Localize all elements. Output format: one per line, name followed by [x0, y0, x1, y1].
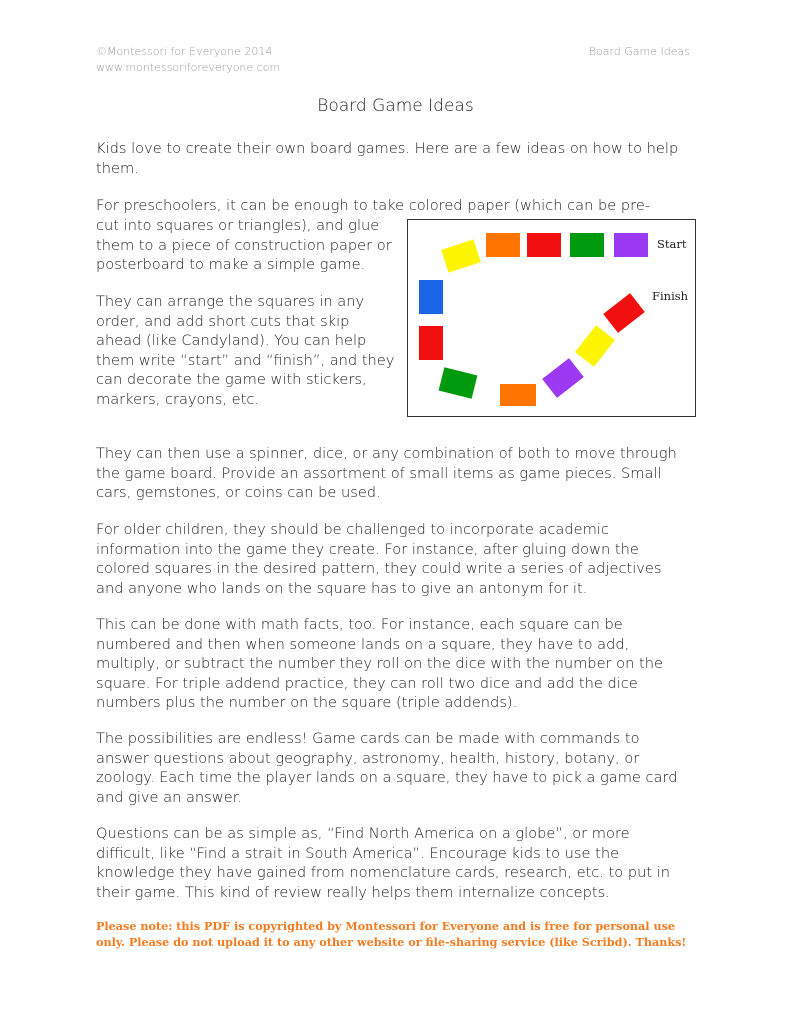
orange-square-bottom [500, 384, 536, 406]
yellow-square [441, 239, 481, 272]
finish-label: Finish [652, 289, 689, 303]
paragraph-possibilities: The possibilities are endless! Game cards can be made with commands to answer questions about geography, astronomy, health, history, botany, or zoology. Each time the player lands on a square, they have to pick a game card and give an answer. [96, 730, 678, 806]
yellow-square-right [575, 325, 615, 367]
header-left [96, 44, 280, 76]
green-square [570, 233, 604, 257]
orange-square [486, 233, 520, 257]
red-square [527, 233, 561, 257]
paragraph-spinner: They can then use a spinner, dice, or any combination of both to move through the game board. Provide an assortment of small items as game pieces. Small cars, gemstones, or coins can be used. [96, 445, 677, 502]
header-right [589, 44, 690, 60]
paragraph-math-facts: This can be done with math facts, too. For instance, each square can be numbered and then when someone lands on a square, they have to add, multiply, or subtract the number they roll on the dice with the number on the square. For triple addend practice, they can roll two dice and add the dice numbers plus the number on the square (triple addends). [96, 616, 663, 712]
page-title: Board Game Ideas [317, 96, 474, 116]
start-label: Start [657, 237, 687, 251]
copyright-note: Please note: this PDF is copyrighted by Montessori for Everyone and is free for personal use only. Please do not upload it to any other website or file-sharing service (like Scribd). Thanks! [96, 919, 687, 949]
document-name: Board Game Ideas [588, 45, 690, 58]
green-square-bottom [439, 367, 478, 399]
paragraph-older-children: For older children, they should be challenged to incorporate academic information into the game they create. For instance, after gluing down the colored squares in the desired pattern, they could write a series of adjectives and anyone who lands on the square has to give an antonym for it. [96, 521, 662, 597]
paragraph-questions: Questions can be as simple as, “Find North America on a globe”, or more difficult, like “Find a strait in South America”. Encourage kids to use the knowledge they have gained from nomenclature cards, research, etc. to put in their game. This kind of review really helps them internalize concepts. [96, 825, 671, 901]
purple-square [614, 233, 648, 257]
copyright-text: ©Montessori for Everyone 2014 [96, 45, 273, 58]
board-game-illustration [407, 219, 696, 417]
purple-square-bottom [542, 358, 584, 398]
paragraph-arrange: They can arrange the squares in any order, and add short cuts that skip ahead (like Candyland). You can help them write “start” and “finish”, and they can decorate the game with stickers, markers, crayons, etc. [96, 293, 395, 408]
blue-square [419, 280, 443, 314]
red-square-right [603, 293, 645, 333]
paragraph-preschoolers: cut into squares or triangles), and glue them to a piece of construction paper or posterboard to make a simple game. [96, 217, 392, 274]
website-text: www.montessoriforeveryone.com [96, 61, 281, 74]
paragraph-preschoolers-line1: For preschoolers, it can be enough to take colored paper (which can be pre- [96, 197, 651, 214]
paragraph-intro: Kids love to create their own board games. Here are a few ideas on how to help them. [96, 140, 679, 177]
red-square-left [419, 326, 443, 360]
